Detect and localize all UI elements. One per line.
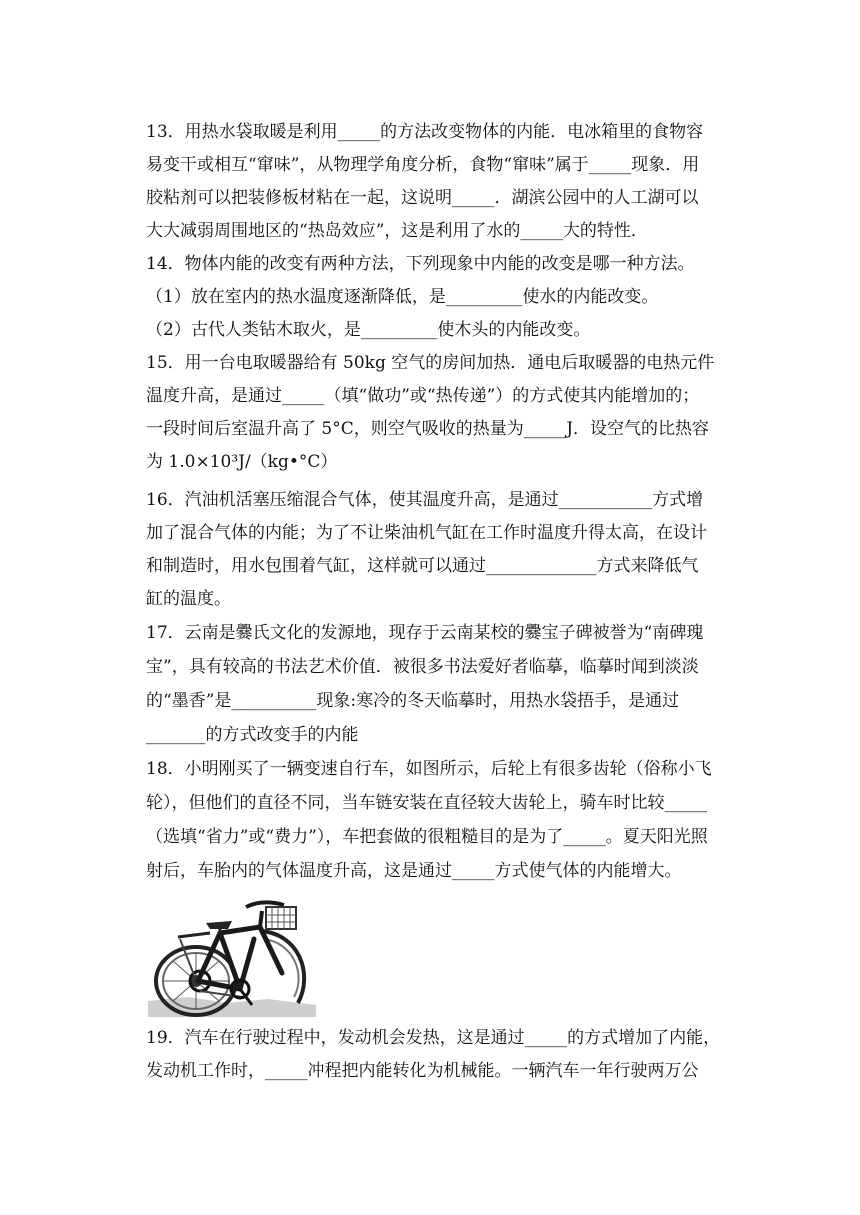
text-line: 大大减弱周围地区的“热岛效应”，这是利用了水的_____大的特性． bbox=[146, 221, 648, 241]
text-line: （选填“省力”或“费力”），车把套做的很粗糙目的是为了_____。夏天阳光照 bbox=[146, 827, 708, 847]
text-line: 轮），但他们的直径不同，当车链安装在直径较大齿轮上，骑车时比较_____ bbox=[146, 793, 707, 813]
text-line: （2）古代人类钻木取火，是_________使木头的内能改变。 bbox=[146, 320, 591, 340]
text-line: 胶粘剂可以把装修板材粘在一起，这说明_____．湖滨公园中的人工湖可以 bbox=[146, 188, 699, 208]
text-line: （1）放在室内的热水温度逐渐降低，是_________使水的内能改变。 bbox=[146, 287, 659, 307]
text-line: 17．云南是爨氏文化的发源地，现存于云南某校的爨宝子碑被誉为“南碑瑰 bbox=[146, 623, 704, 643]
text-line: 18．小明刚买了一辆变速自行车，如图所示，后轮上有很多齿轮（俗称小飞 bbox=[146, 759, 712, 779]
text-line: 易变干或相互“窜味”，从物理学角度分析，食物“窜味”属于_____现象．用 bbox=[146, 155, 700, 175]
text-line: 一段时间后室温升高了 5°C，则空气吸收的热量为_____J．设空气的比热容 bbox=[146, 419, 710, 439]
text-line: 宝”，具有较高的书法艺术价值．被很多书法爱好者临摹，临摹时闻到淡淡 bbox=[146, 657, 699, 677]
text-line: 发动机工作时，_____冲程把内能转化为机械能。一辆汽车一年行驶两万公 bbox=[146, 1061, 699, 1081]
text-line: 19．汽车在行驶过程中，发动机会发热，这是通过_____的方式增加了内能， bbox=[146, 1028, 721, 1048]
bicycle-image bbox=[148, 893, 316, 1017]
text-line: 缸的温度。 bbox=[146, 589, 231, 609]
text-line: 14．物体内能的改变有两种方法，下列现象中内能的改变是哪一种方法。 bbox=[146, 254, 695, 274]
text-line: 加了混合气体的内能；为了不让柴油机气缸在工作时温度升得太高，在设计 bbox=[146, 523, 707, 543]
text-line: 13．用热水袋取暖是利用_____的方法改变物体的内能．电冰箱里的食物容 bbox=[146, 122, 704, 142]
text-line: 射后，车胎内的气体温度升高，这是通过_____方式使气体的内能增大。 bbox=[146, 861, 682, 881]
text-line: 的“墨香”是__________现象:寒冷的冬天临摹时，用热水袋捂手，是通过 bbox=[146, 691, 680, 711]
text-line: 温度升高，是通过_____（填“做功”或“热传递”）的方式使其内能增加的； bbox=[146, 386, 700, 406]
text-line: 16．汽油机活塞压缩混合气体，使其温度升高，是通过___________方式增 bbox=[146, 490, 704, 510]
text-line: _______的方式改变手的内能 bbox=[146, 725, 359, 745]
bicycle-illustration bbox=[148, 893, 316, 1017]
text-line: 为 1.0×10³J/（kg•°C） bbox=[146, 452, 338, 472]
text-line: 和制造时，用水包围着气缸，这样就可以通过_____________方式来降低气 bbox=[146, 556, 699, 576]
text-line: 15．用一台电取暖器给有 50kg 空气的房间加热．通电后取暖器的电热元件 bbox=[146, 353, 715, 373]
